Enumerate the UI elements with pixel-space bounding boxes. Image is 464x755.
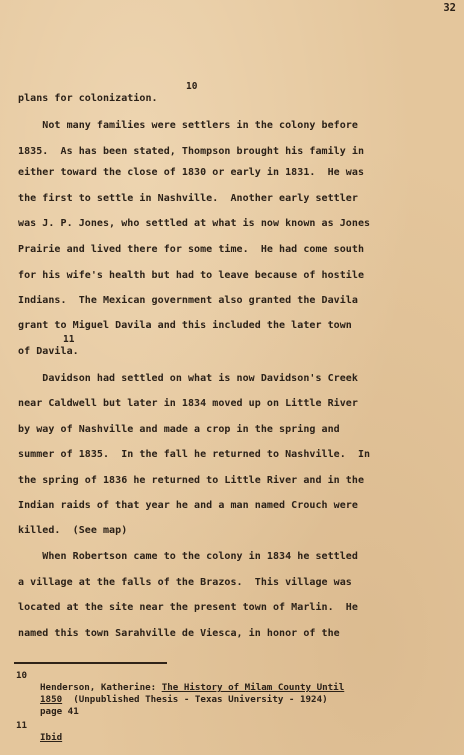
footnote-ref-11: 11 <box>63 334 75 345</box>
text-line: summer of 1835. In the fall he returned to Nashville. In <box>18 449 371 460</box>
text-line: Not many families were settlers in the colony before <box>18 120 358 131</box>
text-line: Prairie and lived there for some time. He had come south <box>18 244 365 255</box>
text-line: of Davila. <box>18 346 79 357</box>
text-line: for his wife's health but had to leave because of hostile <box>18 270 365 281</box>
text-line: Davidson had settled on what is now Davidson's Creek <box>18 373 358 384</box>
text-line: killed. (See map) <box>18 525 128 536</box>
footnote-10-line1 <box>40 682 344 693</box>
text-line: a village at the falls of the Brazos. This village was <box>18 577 352 588</box>
text-line: Indians. The Mexican government also granted the Davila <box>18 295 358 306</box>
text-line: the first to settle in Nashville. Another early settler <box>18 193 358 204</box>
text-line: Indian raids of that year he and a man named Crouch were <box>18 500 358 511</box>
footnote-ref-10: 10 <box>186 81 198 92</box>
footnote-number-10: 10 <box>16 670 28 681</box>
text-line: the spring of 1836 he returned to Little River and in the <box>18 475 365 486</box>
footnote-title: The History of Milam County Until <box>161 682 345 693</box>
footnote-source: (Unpublished Thesis - Texas University - 1924) <box>62 694 328 705</box>
footnote-10-line3: page 41 <box>40 706 79 717</box>
text-line: 1835. As has been stated, Thompson brought his family in <box>18 146 365 157</box>
text-line: was J. P. Jones, who settled at what is now known as Jones <box>18 218 371 229</box>
text-line: named this town Sarahville de Viesca, in honor of the <box>18 628 340 639</box>
text-line: either toward the close of 1830 or early in 1831. He was <box>18 167 365 178</box>
footnote-separator <box>14 662 167 664</box>
text-line: by way of Nashville and made a crop in the spring and <box>18 424 340 435</box>
footnote-11-text: Ibid <box>40 732 63 743</box>
footnote-title-year: 1850 <box>40 694 63 705</box>
page-number: 32 <box>443 2 456 14</box>
footnote-author: Henderson, Katherine: <box>40 682 162 693</box>
footnote-10-line2 <box>40 694 328 705</box>
text-line: When Robertson came to the colony in 1834 he settled <box>18 551 358 562</box>
text-line: plans for colonization. <box>18 93 158 104</box>
text-line: grant to Miguel Davila and this included the later town <box>18 320 352 331</box>
text-line: located at the site near the present town of Marlin. He <box>18 602 358 613</box>
text-line: near Caldwell but later in 1834 moved up on Little River <box>18 398 358 409</box>
footnote-number-11: 11 <box>16 720 28 731</box>
